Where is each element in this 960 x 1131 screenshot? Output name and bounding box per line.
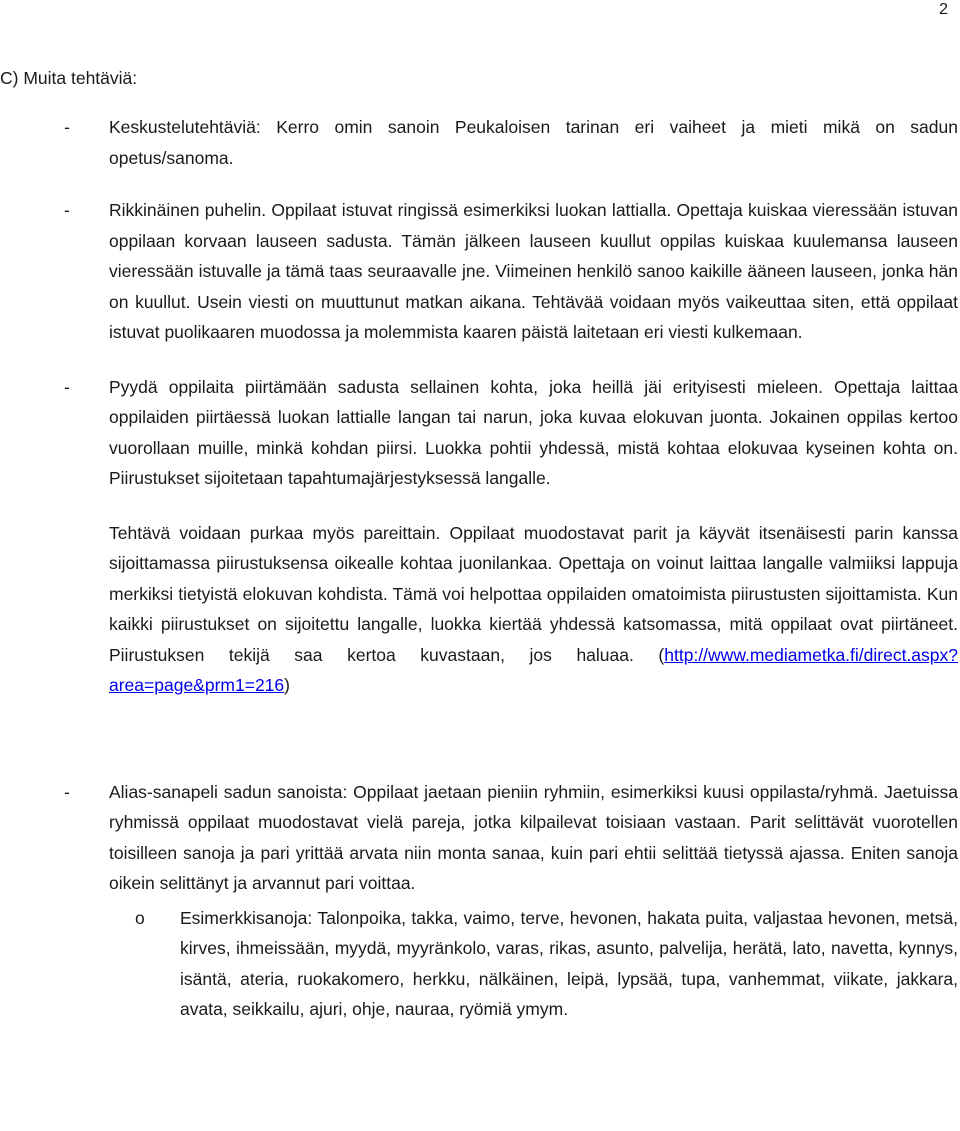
list-item-text: Pyydä oppilaita piirtämään sadusta sellainen kohta, joka heillä jäi erityisesti mieleen. Opettaja laittaa oppilaiden piirtäessä luokan lattialle langan tai narun, joka kuvaa elokuvan juonta. Jokainen oppilas kertoo vuorollaan muille, minkä kohdan piirsi. Luokka pohtii yhdessä, mistä kohtaa elokuvaa kyseinen kohta on. Piirustukset sijoitetaan tapahtumajärjestyksessä langalle. <box>109 376 958 488</box>
list-item <box>0 777 958 899</box>
bullet-dash: - <box>64 117 70 137</box>
sub-list-item <box>0 903 958 1025</box>
followup-text: Tehtävä voidaan purkaa myös pareittain. Oppilaat muodostavat parit ja käyvät itsenäisesti parin kanssa sijoittamassa piirustuksensa oikealle kohtaa juonilankaa. Opettaja on voinut laittaa langalle valmiiksi lappuja merkiksi tietyistä elokuvan kohdista. Tämä voi helpottaa oppilaiden omatoimista piirustusten sijoittamista. Kun kaikki piirustukset on sijoitettu langalle, luokka kiertää yhdessä katsomassa, mitä oppilaat ovat piirtäneet. Piirustuksen tekijä saa kertoa kuvastaan, jos haluaa. ( <box>109 522 958 665</box>
page-number: 2 <box>939 1 948 18</box>
sub-list-item-text: Esimerkkisanoja: Talonpoika, takka, vaimo, terve, hevonen, hakata puita, valjastaa hevonen, metsä, kirves, ihmeissään, myydä, myyränkolo, varas, rikas, asunto, palvelija, herätä, lato, navetta, kynnys, isäntä, ateria, ruokakomero, herkku, nälkäinen, leipä, lypsää, tupa, vanhemmat, viikate, jakkara, avata, seikkailu, ajuri, ohje, nauraa, ryömiä ymym. <box>180 907 958 1019</box>
list-item-text: Alias-sanapeli sadun sanoista: Oppilaat jaetaan pieniin ryhmiin, esimerkiksi kuusi oppilasta/ryhmä. Jaetuissa ryhmissä oppilaat muodostavat vielä pareja, jotka kilpailevat toisiaan vastaan. Parit selittävät vuorotellen toisilleen sanoja ja pari yrittää arvata niin monta sanaa, kuin pari ehtii selittää tietyssä ajassa. Eniten sanoja oikein selittänyt ja arvannut pari voittaa. <box>109 781 958 893</box>
list-item-text: Keskustelutehtäviä: Kerro omin sanoin Peukaloisen tarinan eri vaiheet ja mieti mikä on sadun opetus/sanoma. <box>109 117 958 168</box>
list-item <box>0 112 958 173</box>
bullet-dash: - <box>64 200 70 220</box>
section-heading: C) Muita tehtäviä: <box>0 68 138 88</box>
list-item <box>0 195 958 348</box>
mediametka-link[interactable]: http://www.mediametka.fi/direct.aspx?area=page&prm1=216 <box>109 644 958 695</box>
document-body <box>0 112 958 1025</box>
bullet-dash: - <box>64 376 70 397</box>
link-close-paren: ) <box>284 675 290 695</box>
list-item <box>0 372 958 494</box>
followup-paragraph <box>0 518 958 701</box>
bullet-dash: - <box>64 781 70 802</box>
bullet-circle: o <box>135 907 145 928</box>
list-item-text: Rikkinäinen puhelin. Oppilaat istuvat ringissä esimerkiksi luokan lattialla. Opettaja kuiskaa vieressään istuvan oppilaan korvaan lauseen sadusta. Tämän jälkeen lauseen kuullut oppilas kuiskaa kuulemansa lauseen vieressään istuvalle ja tämä taas seuraavalle jne. Viimeinen henkilö sanoo kaikille ääneen lauseen, jonka hän on kuullut. Usein viesti on muuttunut matkan aikana. Tehtävää voidaan myös vaikeuttaa siten, että oppilaat istuvat puolikaaren muodossa ja molemmista kaaren päistä laitetaan eri viesti kulkemaan. <box>109 200 958 342</box>
